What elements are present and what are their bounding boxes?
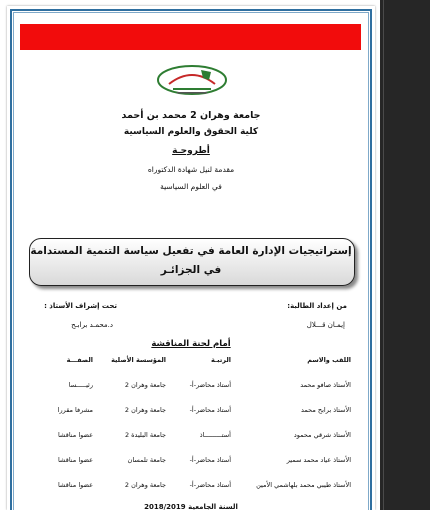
prepared-by-label: من إعداد الطالبة: (287, 302, 347, 310)
jury-role: عضوا مناقشا (57, 431, 93, 439)
header-role: الصفـــة (66, 356, 93, 364)
header-name: اللقب والاسم (307, 356, 351, 364)
faculty-name: كلية الحقوق والعلوم السياسية (123, 127, 259, 137)
header-rank: الرتبـة (211, 356, 231, 364)
jury-row (31, 456, 351, 468)
jury-row (31, 481, 351, 493)
jury-role: رئيـــــسا (68, 381, 93, 389)
jury-institution: جامعة وهران 2 (124, 406, 166, 414)
header-institution: المؤسسة الأصلية (111, 356, 166, 364)
academic-year: السنة الجامعية 2018/2019 (144, 503, 238, 510)
document-page (7, 6, 375, 510)
jury-institution: جامعة وهران 2 (124, 381, 166, 389)
university-name: جامعة وهران 2 محمد بن أحمد (121, 110, 261, 121)
student-name: إيمـان قـــلال (306, 321, 345, 329)
jury-role: عضوا مناقشا (57, 481, 93, 489)
jury-name: الأستاذ طيبي محمد بلهاشمي الأمين (256, 481, 351, 489)
document-type: أطروحـة (172, 146, 210, 156)
jury-row (31, 431, 351, 443)
jury-institution: جامعة وهران 2 (124, 481, 166, 489)
degree-statement: مقدمة لنيل شهادة الدكتوراه (147, 165, 235, 174)
jury-rank: أستاذ محاضر-أ- (189, 381, 231, 389)
thesis-title-line1: إستراتيجيات الإدارة العامة في تفعيل سياسة التنمية المستدامة (30, 245, 352, 257)
side-panel (380, 0, 430, 510)
field-of-study: في العلوم السياسية (160, 182, 222, 191)
thesis-title-line2: في الجزائـر (160, 264, 222, 276)
jury-institution: جامعة تلمسان (127, 456, 166, 464)
jury-rank: أستـــــــــاذ (199, 431, 231, 439)
side-panel-divider (383, 0, 384, 510)
jury-row (31, 381, 351, 393)
jury-name: الأستاذ عياد محمد سمير (286, 456, 351, 464)
jury-name: الأستاذ شرقي محمود (293, 431, 351, 439)
university-logo (149, 58, 235, 98)
jury-row (31, 406, 351, 418)
supervisor-label: تحت إشراف الأستاذ : (44, 302, 117, 310)
jury-rank: أستاذ محاضر-أ- (189, 481, 231, 489)
jury-name: الأستاذ صافو محمد (300, 381, 351, 389)
jury-rank: أستاذ محاضر-أ- (189, 456, 231, 464)
header-red-bar (20, 24, 361, 50)
jury-role: مشرفا مقررا (57, 406, 93, 414)
jury-title: أمام لجنة المناقشة (151, 339, 231, 349)
jury-role: عضوا مناقشا (57, 456, 93, 464)
jury-rank: أستاذ محاضر-أ- (189, 406, 231, 414)
jury-name: الأستاذ برابح محمد (301, 406, 351, 414)
supervisor-name: د.محمـد برابـح (71, 321, 113, 329)
jury-institution: جامعة البليدة 2 (124, 431, 166, 439)
jury-header-row (31, 356, 351, 368)
